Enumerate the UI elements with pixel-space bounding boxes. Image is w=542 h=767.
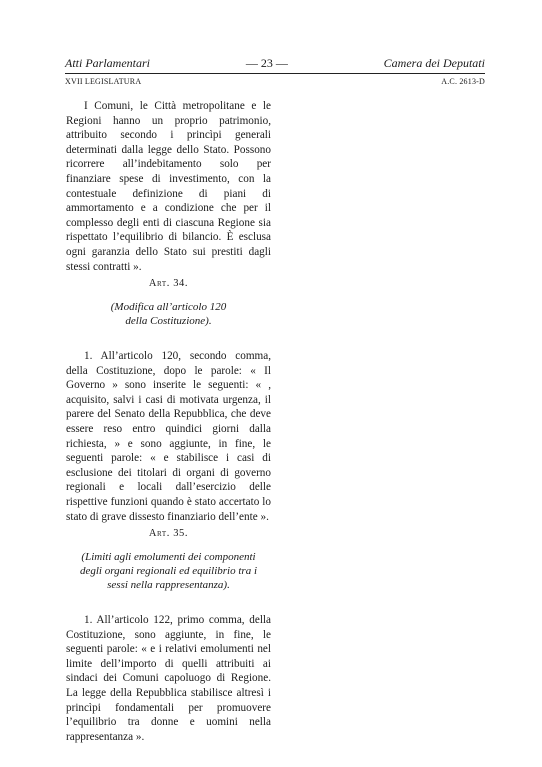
header-left: Atti Parlamentari <box>65 56 150 70</box>
article-35-subtitle-line-3: sessi nella rappresentanza). <box>107 579 230 591</box>
legislature-label: XVII LEGISLATURA <box>65 77 142 86</box>
page-header <box>65 56 485 71</box>
header-right: Camera dei Deputati <box>383 56 485 70</box>
article-35-text: 1. All’articolo 122, primo comma, della Costituzione, sono aggiunte, in fine, le seguenti parole: « e i relativi emolumenti nel limite dell’importo di quelli attribuiti ai sindaci dei Comuni capoluogo di Regione. La legge della Repubblica stabilisce altresì i princìpi fondamentali per promuovere l’equilibrio tra donne e uomini nella rappresentanza ». <box>66 614 271 743</box>
article-35-subtitle-line-2: degli organi regionali ed equilibrio tra i <box>79 565 257 577</box>
article-34-text: 1. All’articolo 120, secondo comma, della Costituzione, dopo le parole: « Il Governo » sono inserite le seguenti: « , acquisito, salvi i casi di motivata urgenza, il parere del Senato della Repubblica, che deve essere reso entro quindici giorni dalla richiesta, » e sono aggiunte, in fine, le seguenti parole: « e stabilisce i casi di esclusione dei titolari di organi di governo regionali e locali dall’esercizio delle rispettive funzioni quando è stato accertato lo stato di grave dissesto finanziario dell’ente ». <box>66 350 271 523</box>
article-35 <box>66 528 271 744</box>
article-34-subtitle-line-2: della Costituzione). <box>125 315 212 327</box>
intro-paragraph: I Comuni, le Città metropolitane e le Regioni hanno un proprio patrimonio, attribuito secondo i princìpi generali determinati dalla legge dello Stato. Possono ricorrere all’indebitamento solo per finanziare spese di investimento, con la contestuale definizione di piani di ammortamento e a condizione che per il complesso degli enti di ciascuna Regione sia rispettato l’equilibrio di bilancio. È esclusa ogni garanzia dello Stato sui prestiti dagli stessi contratti ». <box>66 100 271 273</box>
document-code: A.C. 2613-D <box>441 77 485 86</box>
article-35-title: Art. 35. <box>148 528 189 539</box>
intro-block <box>66 99 271 274</box>
article-34 <box>66 278 271 524</box>
header-divider <box>65 73 485 74</box>
page-number: — 23 — <box>245 56 288 70</box>
article-34-subtitle-line-1: (Modifica all’articolo 120 <box>110 301 227 313</box>
page-subheader <box>65 77 485 86</box>
article-35-subtitle-line-1: (Limiti agli emolumenti dei componenti <box>81 551 256 563</box>
article-34-title: Art. 34. <box>148 278 189 289</box>
